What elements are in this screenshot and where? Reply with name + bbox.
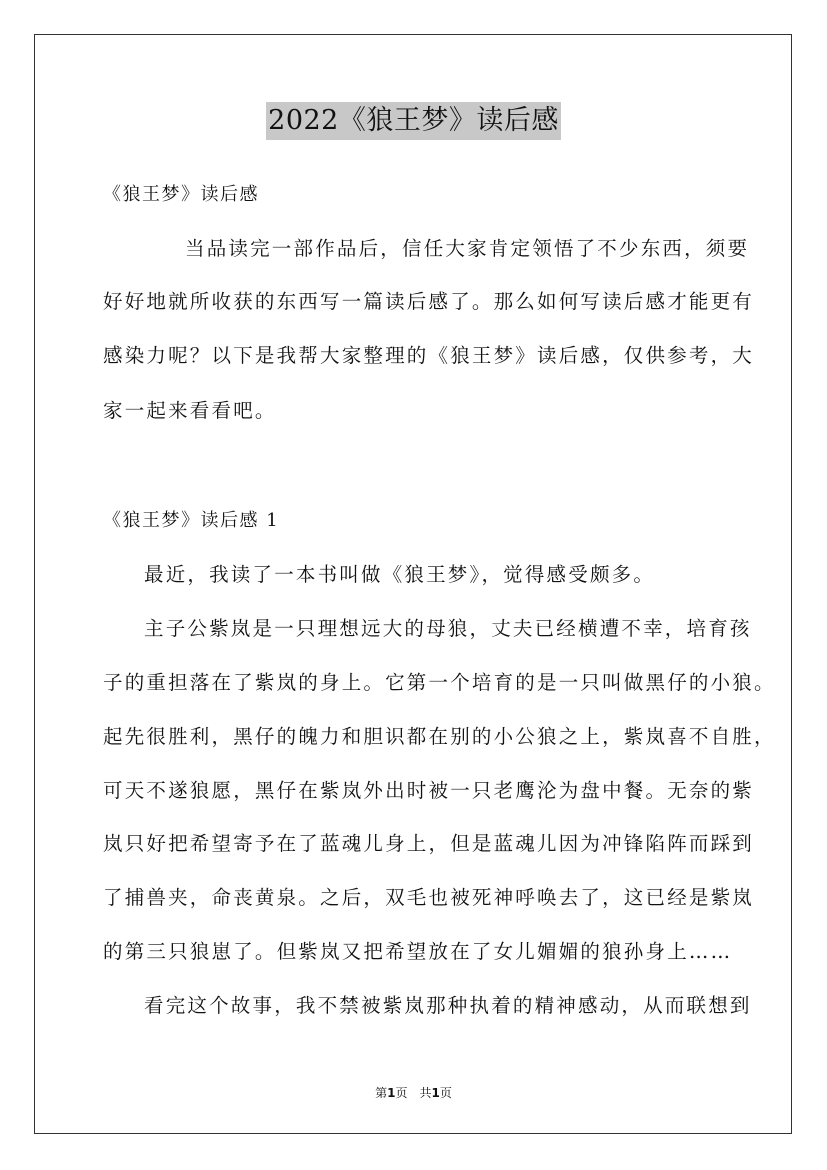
body-line: 看完这个故事，我不禁被紫岚那种执着的精神感动，从而联想到 bbox=[144, 994, 752, 1017]
title-container bbox=[0, 102, 827, 140]
body-line: 了捕兽夹，命丧黄泉。之后，双毛也被死神呼唤去了，这已经是紫岚 bbox=[103, 886, 755, 909]
body-line: 的第三只狼崽了。但紫岚又把希望放在了女儿媚媚的狼孙身上…… bbox=[103, 940, 733, 963]
body-line: 最近，我读了一本书叫做《狼王梦》，觉得感受颇多。 bbox=[144, 563, 656, 586]
body-line: 岚只好把希望寄予在了蓝魂儿身上，但是蓝魂儿因为冲锋陷阵而踩到 bbox=[103, 832, 755, 855]
page-footer bbox=[0, 1084, 827, 1101]
body-line: 主子公紫岚是一只理想远大的母狼，丈夫已经横遭不幸，培育孩 bbox=[144, 617, 752, 640]
intro-line: 感染力呢？以下是我帮大家整理的《狼王梦》读后感，仅供参考，大 bbox=[103, 344, 755, 367]
body-line: 可天不遂狼愿，黑仔在紫岚外出时被一只老鹰沦为盘中餐。无奈的紫 bbox=[103, 779, 755, 802]
intro-line: 家一起来看看吧。 bbox=[103, 399, 277, 422]
footer-suffix: 页 bbox=[439, 1086, 452, 1100]
document-subtitle: 《狼王梦》读后感 bbox=[103, 184, 259, 205]
footer-page-current: 1 bbox=[387, 1086, 396, 1100]
intro-line: 当品读完一部作品后，信任大家肯定领悟了不少东西，须要 bbox=[185, 237, 750, 260]
footer-prefix: 第 bbox=[375, 1086, 388, 1100]
document-title: 2022《狼王梦》读后感 bbox=[266, 102, 561, 140]
body-line: 子的重担落在了紫岚的身上。它第一个培育的是一只叫做黑仔的小狼。 bbox=[103, 671, 776, 694]
section-heading: 《狼王梦》读后感 1 bbox=[103, 510, 280, 531]
footer-page-total: 1 bbox=[431, 1086, 440, 1100]
body-line: 起先很胜利，黑仔的魄力和胆识都在别的小公狼之上，紫岚喜不自胜， bbox=[103, 725, 776, 748]
intro-line: 好好地就所收获的东西写一篇读后感了。那么如何写读后感才能更有 bbox=[103, 290, 755, 313]
footer-mid: 页 共 bbox=[395, 1086, 432, 1100]
